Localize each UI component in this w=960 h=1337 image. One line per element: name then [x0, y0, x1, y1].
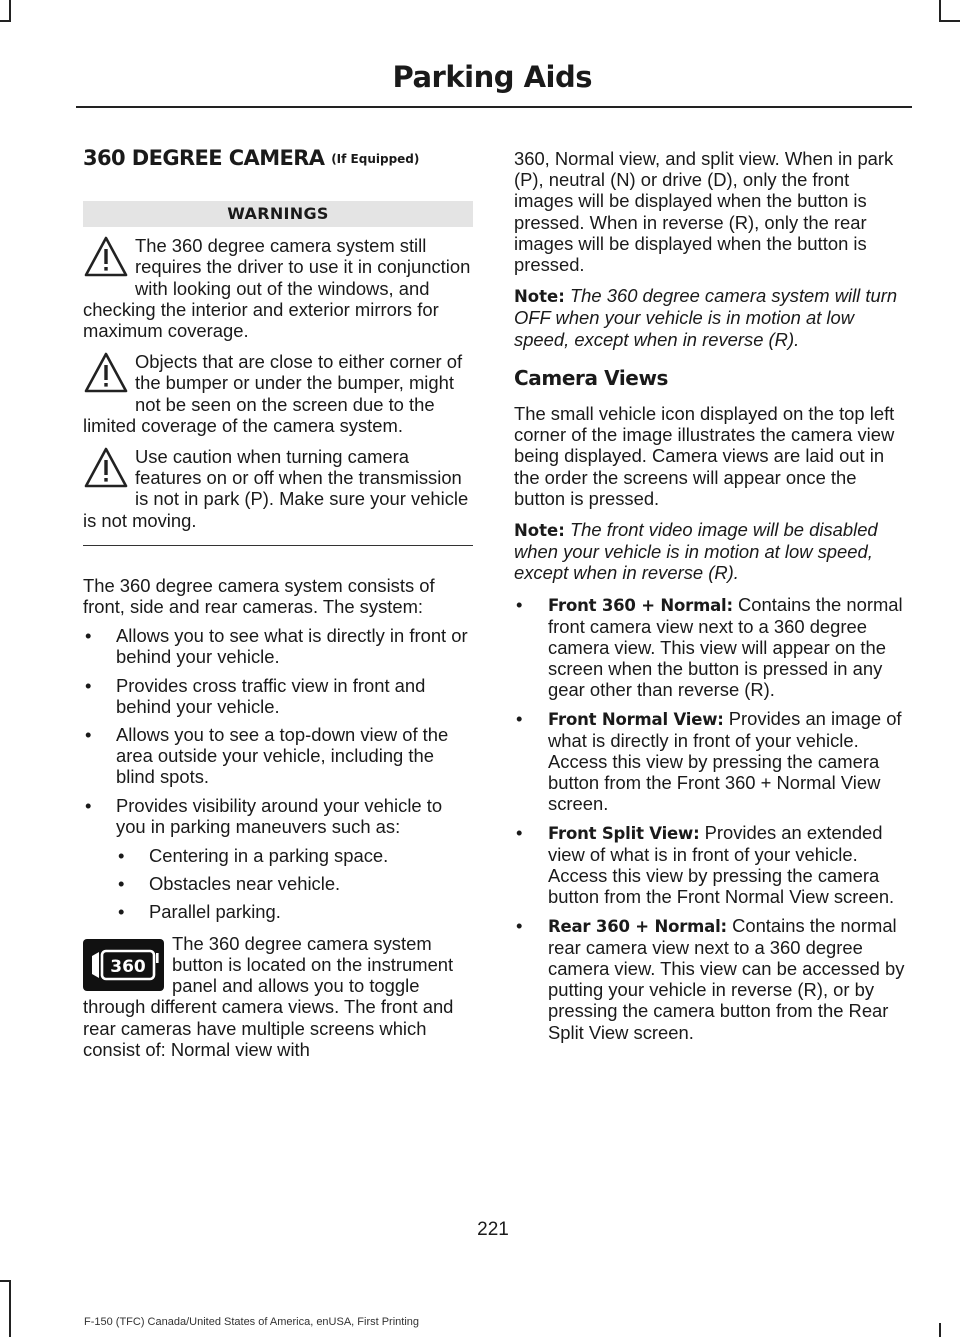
- view-label: Front Normal View:: [548, 709, 724, 729]
- warning-text: Objects that are close to either corner of the bumper or under the bumper, might not be seen on the screen due to the limited coverage of the camera system.: [83, 351, 463, 436]
- intro-paragraph: The 360 degree camera system consists of front, side and rear cameras. The system:: [83, 574, 435, 618]
- maneuver-list: [116, 845, 473, 923]
- header-rule: [76, 106, 912, 108]
- warning-triangle-icon: [83, 446, 129, 492]
- note-text: The front video image will be disabled when your vehicle is in motion at low speed, except when in reverse (R).: [514, 519, 878, 584]
- camera-360-button-icon: [83, 939, 164, 991]
- warning-text: Use caution when turning camera features on or off when the transmission is not in park (P). Make sure your vehicle is not moving.: [83, 446, 469, 531]
- crop-mark: [9, 1280, 11, 1337]
- warning-item: [83, 235, 473, 341]
- view-text: Contains the normal rear camera view next to a 360 degree camera view. This view can be accessed by putting your vehicle in reverse (R), or by pressing the camera button from the Rear Split View screen.: [548, 914, 905, 1043]
- list-item: [514, 915, 907, 1043]
- camera-view-list: [514, 594, 907, 1043]
- view-label: Front Split View:: [548, 823, 700, 843]
- note-motion: [514, 285, 907, 350]
- view-label: Rear 360 + Normal:: [548, 916, 727, 936]
- section-title-text: 360 DEGREE CAMERA: [83, 146, 325, 170]
- list-item-text: Provides visibility around your vehicle to you in parking maneuvers such as:: [116, 794, 443, 837]
- crop-mark: [939, 1323, 941, 1337]
- warning-triangle-icon: [83, 351, 129, 397]
- list-item: [514, 822, 907, 908]
- page-number: 221: [477, 1219, 509, 1240]
- list-item: [83, 795, 473, 923]
- note-label: Note:: [514, 521, 565, 541]
- warning-triangle-icon: [83, 235, 129, 281]
- list-item: • Parallel parking.: [116, 901, 473, 922]
- crop-mark: [939, 20, 960, 22]
- view-label: Front 360 + Normal:: [548, 595, 733, 615]
- list-item: [514, 708, 907, 815]
- crop-mark: [9, 0, 11, 22]
- note-front-video: [514, 519, 907, 584]
- crop-mark: [939, 0, 941, 22]
- warning-item: [83, 446, 473, 531]
- list-item: • Allows you to see what is directly in front or behind your vehicle.: [83, 625, 473, 667]
- system-feature-list: [83, 625, 473, 922]
- footer-text: F-150 (TFC) Canada/United States of America, enUSA, First Printing: [84, 1316, 420, 1328]
- crop-mark: [0, 1280, 11, 1282]
- list-item: • Centering in a parking space.: [116, 845, 473, 866]
- warning-item: [83, 351, 473, 436]
- warnings-divider: [83, 545, 473, 546]
- crop-mark: [0, 20, 11, 22]
- list-item: • Allows you to see a top-down view of the area outside your vehicle, including the blind spots.: [83, 724, 473, 788]
- camera-button-paragraph: [83, 933, 473, 1060]
- right-column: [514, 148, 907, 1050]
- camera-views-heading: Camera Views: [514, 365, 669, 390]
- list-item: • Obstacles near vehicle.: [116, 873, 473, 894]
- left-column: [83, 140, 473, 1060]
- warnings-heading: WARNINGS: [83, 201, 473, 227]
- camera-button-text: The 360 degree camera system button is located on the instrument panel and allows you to toggle through different camera views. The front and rear cameras have multiple screens which consist of: Normal view with: [83, 932, 454, 1060]
- continued-paragraph: 360, Normal view, and split view. When in park (P), neutral (N) or drive (D), only the front images will be displayed when the button is pressed. When in reverse (R), only the rear images will be displayed when the button is pressed.: [514, 148, 894, 276]
- view-text: Provides an image of what is directly in front of your vehicle. Access this view by pressing the camera button from the Front 360 + Normal View screen.: [548, 707, 902, 815]
- list-item: • Provides cross traffic view in front and behind your vehicle.: [83, 675, 473, 717]
- note-text: The 360 degree camera system will turn OFF when your vehicle is in motion at low speed, except when in reverse (R).: [514, 285, 898, 350]
- camera-360-button-label: 360: [110, 956, 146, 977]
- section-qualifier: (If Equipped): [331, 152, 420, 166]
- section-title: [83, 148, 473, 170]
- warning-text: The 360 degree camera system still requires the driver to use it in conjunction with looking out of the windows, and checking the interior and exterior mirrors for maximum coverage.: [83, 235, 471, 342]
- warnings-box: [83, 201, 473, 546]
- list-item: [514, 594, 907, 701]
- note-label: Note:: [514, 287, 565, 307]
- view-text: Provides an extended view of what is in front of your vehicle. Access this view by pressing the camera button from the Front Normal View screen.: [548, 821, 895, 908]
- camera-views-paragraph: The small vehicle icon displayed on the top left corner of the image illustrates the camera view being displayed. Camera views are laid out in the order the screens will appear once the button is pressed.: [514, 403, 895, 509]
- view-text: Contains the normal front camera view next to a 360 degree camera view. This view will appear on the screen when the button is pressed in any gear other than reverse (R).: [548, 593, 903, 701]
- page-header-title: Parking Aids: [392, 60, 592, 94]
